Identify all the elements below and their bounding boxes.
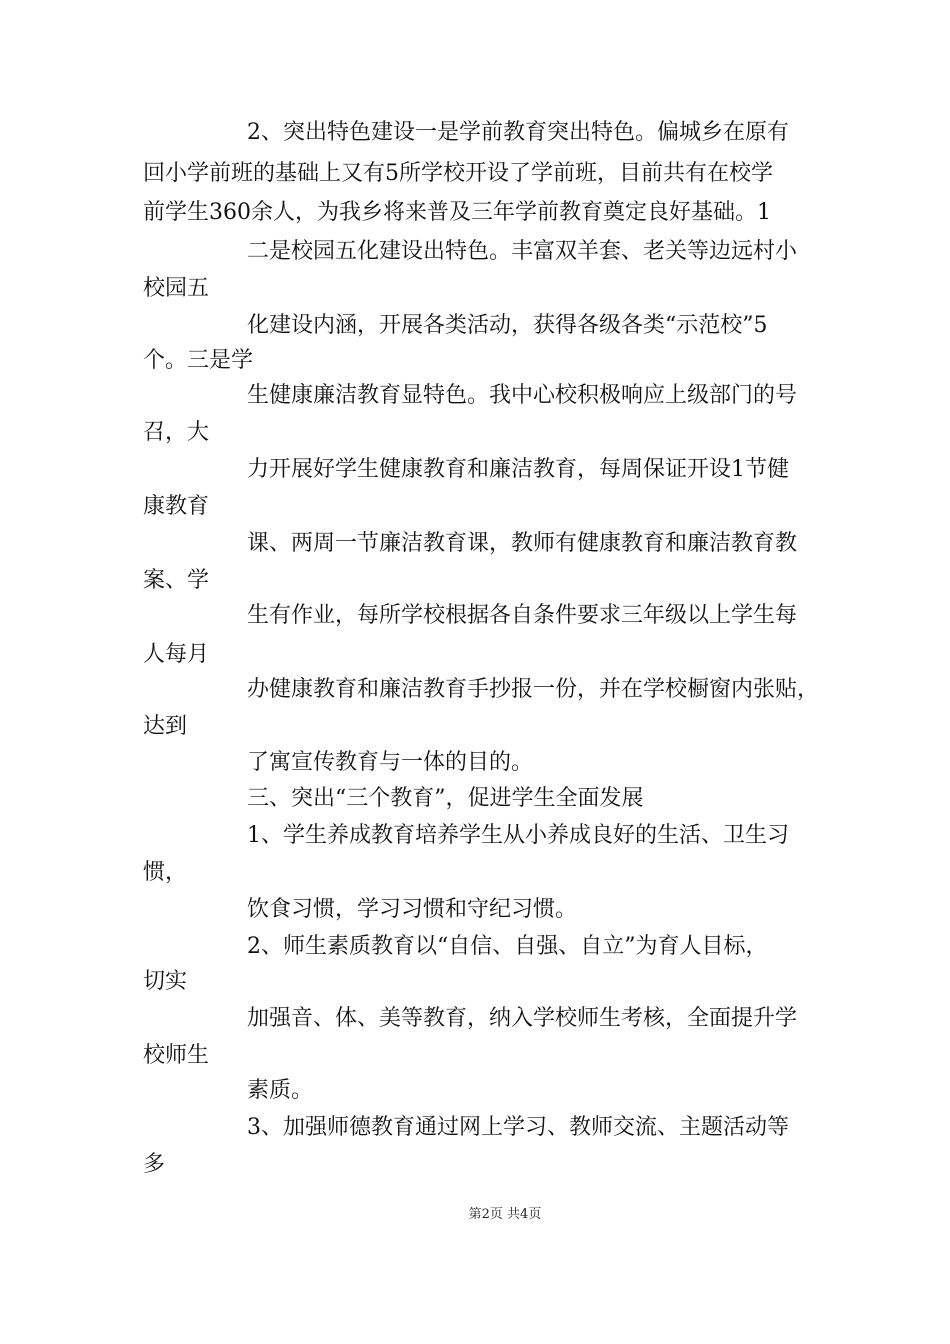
text-line: 1、学生养成教育培养学生从小养成良好的生活、卫生习 (247, 823, 789, 848)
text-line: 2、突出特色建设一是学前教育突出特色。偏城乡在原有 (247, 120, 789, 145)
text-line: 二是校园五化建设出特色。丰富双羊套、老关等边远村小 (247, 239, 798, 264)
text-line: 校园五 (143, 276, 210, 301)
text-line: 回小学前班的基础上又有5所学校开设了学前班，目前共有在校学 (143, 161, 773, 186)
page-number-footer: 第2页 共4页 (468, 1207, 542, 1222)
text-line: 生有作业，每所学校根据各自条件要求三年级以上学生每 (247, 603, 798, 628)
text-line: 达到 (143, 714, 188, 739)
text-line: 个。三是学 (143, 348, 254, 373)
text-line: 课、两周一节廉洁教育课，教师有健康教育和廉洁教育教 (247, 531, 798, 556)
text-line: 校师生 (143, 1043, 210, 1068)
text-line: 加强音、体、美等教育，纳入学校师生考核，全面提升学 (247, 1006, 798, 1031)
text-line: 生健康廉洁教育显特色。我中心校积极响应上级部门的号 (247, 383, 798, 408)
text-line: 力开展好学生健康教育和廉洁教育，每周保证开设1节健 (247, 457, 789, 482)
text-line: 素质。 (247, 1078, 314, 1103)
text-line: 多 (143, 1152, 166, 1177)
text-line: 人每月 (143, 642, 210, 667)
text-line: 惯， (143, 860, 188, 885)
text-line: 了寓宣传教育与一体的目的。 (247, 750, 534, 775)
text-line: 三、突出“三个教育”，促进学生全面发展 (247, 786, 644, 811)
text-line: 饮食习惯，学习习惯和守纪习惯。 (247, 897, 578, 922)
text-line: 召，大 (143, 420, 210, 445)
text-line: 2、师生素质教育以“自信、自强、自立”为育人目标， (247, 934, 768, 959)
text-line: 案、学 (143, 568, 210, 593)
text-line: 康教育 (143, 494, 210, 519)
text-line: 切实 (143, 969, 188, 994)
text-line: 办健康教育和廉洁教育手抄报一份，并在学校橱窗内张贴， (247, 677, 820, 702)
text-line: 前学生360余人，为我乡将来普及三年学前教育奠定良好基础。1 (143, 200, 771, 225)
text-line: 3、加强师德教育通过网上学习、教师交流、主题活动等 (247, 1115, 789, 1140)
text-line: 化建设内涵，开展各类活动，获得各级各类“示范校”5 (247, 313, 768, 338)
